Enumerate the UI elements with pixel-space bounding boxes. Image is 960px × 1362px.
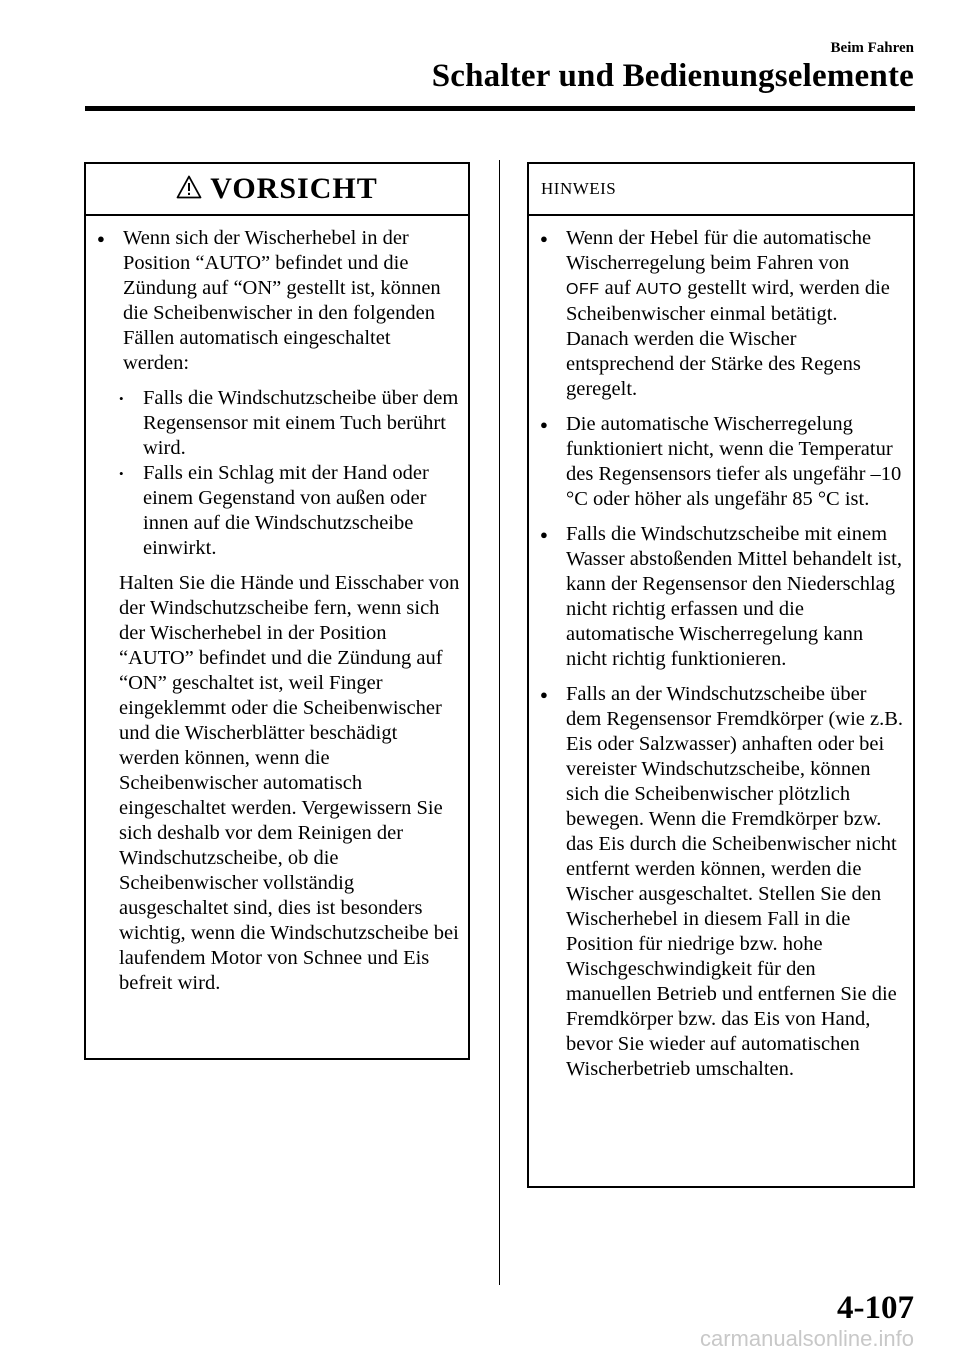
caution-bullet <box>97 226 460 376</box>
caution-sub-item <box>119 461 460 561</box>
note-item-text: Falls die Windschutzscheibe mit einem Wasser abstoßenden Mittel behandelt ist, kann der Regensensor den Niederschlag nicht richtig erfassen und die automatische Wischerregelung kann nicht richtig funktionieren. <box>566 523 902 670</box>
column-divider <box>499 160 500 1285</box>
caution-title: VORSICHT <box>210 172 378 205</box>
section-label: Beim Fahren <box>830 40 914 56</box>
note-body <box>529 216 913 1082</box>
sub-bullet-dot: • <box>119 466 124 481</box>
note-item-text-part: auf <box>604 277 631 299</box>
caution-body <box>86 216 468 996</box>
bullet-dot: ● <box>540 231 548 246</box>
note-header <box>529 164 913 216</box>
note-item-text: Falls an der Windschutzscheibe über dem Regensensor Fremdkörper (wie z.B. Eis oder Salzwasser) anhaften oder bei vereister Windschutzscheibe, können sich die Scheibenwischer plötzlich bewegen. Wenn die Fremdkörper bzw. das Eis durch die Scheibenwischer nicht entfernt werden können, werden die Wischer ausgeschaltet. Stellen Sie den Wischerhebel in diesem Fall in die Position für niedrige bzw. hohe Wischgeschwindigkeit für den manuellen Betrieb und entfernen Sie die Fremdkörper bzw. das Eis von Hand, bevor Sie wieder auf automatischen Wischerbetrieb umschalten. <box>566 683 904 1080</box>
caution-sub-item <box>119 386 460 461</box>
bullet-dot: ● <box>540 417 548 432</box>
bullet-dot: ● <box>540 687 548 702</box>
off-position-label: OFF <box>566 281 600 298</box>
caution-header <box>86 164 468 216</box>
note-item-text: Die automatische Wischerregelung funktioniert nicht, wenn die Temperatur des Regensensors tiefer als ungefähr –10 °C oder höher als ungefähr 85 °C ist. <box>566 413 902 510</box>
warning-triangle-icon <box>176 175 202 199</box>
caution-bullet-text: Wenn sich der Wischerhebel in der Position “AUTO” befindet und die Zündung auf “ON” gestellt ist, können die Scheibenwischer in den folgenden Fällen automatisch eingeschaltet werden: <box>123 227 441 374</box>
header-rule <box>85 106 915 111</box>
note-item <box>540 522 905 672</box>
note-item-text-part: gestellt wird, werden die Scheibenwischer einmal betätigt. Danach werden die Wischer entsprechend der Stärke des Regens geregelt. <box>566 277 890 400</box>
caution-paragraph: Halten Sie die Hände und Eisschaber von der Windschutzscheibe fern, wenn sich der Wischerhebel in der Position “AUTO” befindet und die Zündung auf “ON” geschaltet ist, weil Finger eingeklemmt oder die Scheibenwischer und die Wischerblätter beschädigt werden können, wenn die Scheibenwischer automatisch eingeschaltet werden. Vergewissern Sie sich deshalb vor dem Reinigen der Windschutzscheibe, ob die Scheibenwischer vollständig ausgeschaltet sind, dies ist besonders wichtig, wenn die Windschutzscheibe bei laufendem Motor von Schnee und Eis befreit wird. <box>119 572 460 994</box>
note-box <box>527 162 915 1188</box>
caution-sub-item-text: Falls die Windschutzscheibe über dem Regensensor mit einem Tuch berührt wird. <box>143 387 459 459</box>
page-title: Schalter und Bedienungselemente <box>431 58 914 94</box>
caution-sub-item-text: Falls ein Schlag mit der Hand oder einem Gegenstand von außen oder innen auf die Windschutzscheibe einwirkt. <box>143 462 429 559</box>
caution-sublist <box>97 386 460 561</box>
caution-box <box>84 162 470 1060</box>
note-item-text <box>566 226 905 402</box>
note-item <box>540 412 905 512</box>
bullet-dot: ● <box>540 527 548 542</box>
sub-bullet-dot: • <box>119 391 124 406</box>
note-title: HINWEIS <box>541 179 617 198</box>
note-item-text-part: Wenn der Hebel für die automatische Wischerregelung beim Fahren von <box>566 227 872 274</box>
auto-position-label: AUTO <box>635 281 683 298</box>
note-item <box>540 226 905 402</box>
note-item <box>540 682 905 1082</box>
bullet-dot: ● <box>97 231 105 246</box>
watermark: carmanualsonline.info <box>699 1326 914 1351</box>
page-number: 4-107 <box>837 1290 914 1326</box>
